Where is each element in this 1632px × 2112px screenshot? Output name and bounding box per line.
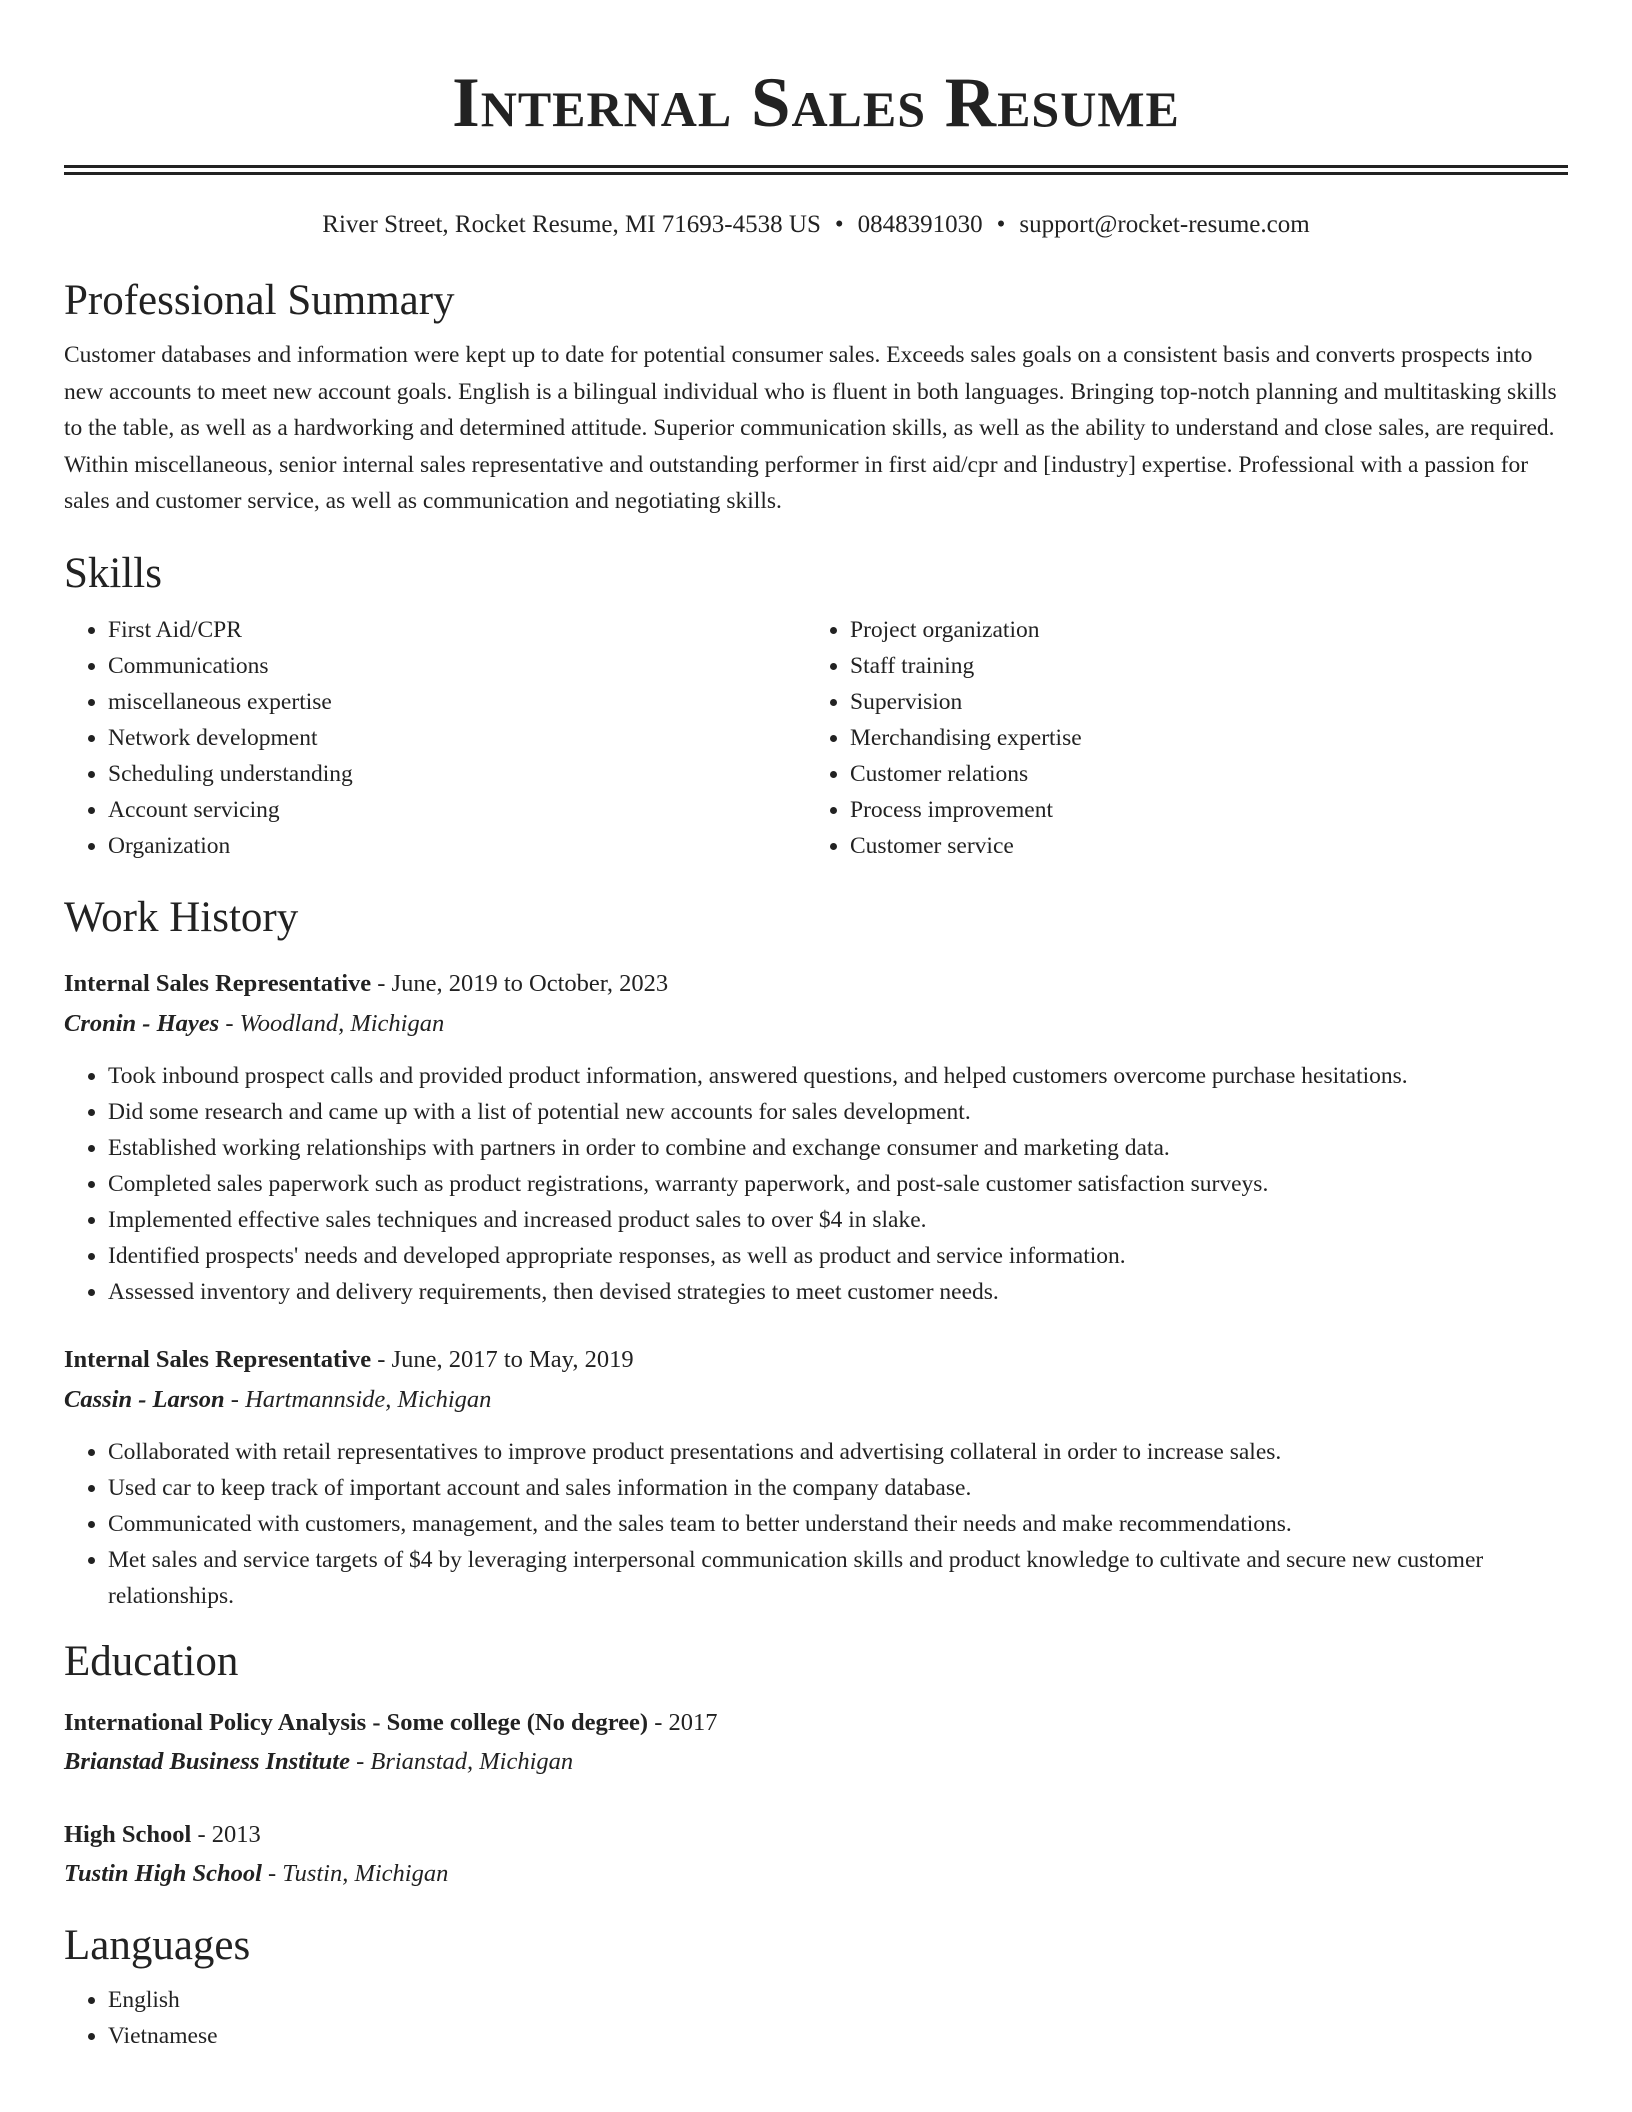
skill-item: • Network development [108, 720, 806, 756]
job-header [64, 1340, 1568, 1380]
job-duty: • Assessed inventory and delivery requirements, then devised strategies to meet customer needs. [108, 1274, 1568, 1310]
education-school: Tustin High School [64, 1859, 262, 1887]
skills-column-right [806, 612, 1548, 864]
contact-address: River Street, Rocket Resume, MI 71693-4538 US [322, 211, 821, 238]
skill-item: • Communications [108, 648, 806, 684]
job-dates: - June, 2017 to May, 2019 [371, 1345, 634, 1373]
languages-heading: Languages [64, 1921, 251, 1969]
job-employer [64, 1380, 1568, 1420]
skill-item: • Supervision [850, 684, 1548, 720]
contact-line [64, 209, 1568, 241]
skills-heading: Skills [64, 549, 162, 597]
education-year: - 2017 [648, 1708, 718, 1736]
job-title: Internal Sales Representative [64, 1345, 372, 1373]
work-history-heading: Work History [64, 893, 299, 941]
job-duty: • Identified prospects' needs and developed appropriate responses, as well as product and service information. [108, 1238, 1568, 1274]
education-school: Brianstad Business Institute [64, 1747, 350, 1775]
education-school-line [64, 1854, 1568, 1894]
summary-text: Customer databases and information were kept up to date for potential consumer sales. Exceeds sales goals on a consistent basis and converts prospects into new accounts to meet new account goals. English is a bilingual individual who is fluent in both languages. Bringing top-notch planning and multitasking skills to the table, as well as a hardworking and determined attitude. Superior communication skills, as well as the ability to understand and close sales, are required. Within miscellaneous, senior internal sales representative and outstanding performer in first aid/cpr and [industry] expertise. Professional with a passion for sales and customer service, as well as communication and negotiating skills. [64, 342, 1557, 514]
education-degree-line [64, 1816, 1568, 1854]
skill-item: • Process improvement [850, 792, 1548, 828]
job-location: - Woodland, Michigan [219, 1009, 445, 1037]
job-duty: • Established working relationships with partners in order to combine and exchange consumer and marketing data. [108, 1130, 1568, 1166]
education-entry [64, 1704, 1568, 1782]
job-company: Cassin - Larson [64, 1385, 225, 1413]
skill-item: • Organization [108, 828, 806, 864]
skill-item: • First Aid/CPR [108, 612, 806, 648]
skills-column-left [64, 612, 806, 864]
job-duty: • Collaborated with retail representatives to improve product presentations and advertising collateral in order to increase sales. [108, 1434, 1568, 1470]
skill-item: • Project organization [850, 612, 1548, 648]
skill-item: • Customer relations [850, 756, 1548, 792]
education-location: - Brianstad, Michigan [349, 1747, 574, 1775]
contact-phone: 0848391030 [857, 211, 983, 238]
summary-heading: Professional Summary [64, 277, 455, 324]
education-location: - Tustin, Michigan [261, 1859, 449, 1887]
job-duties [64, 1058, 1568, 1310]
job-dates: - June, 2019 to October, 2023 [371, 969, 669, 997]
education-degree-line [64, 1704, 1568, 1742]
job-duty: • Used car to keep track of important account and sales information in the company database. [108, 1470, 1568, 1506]
skill-item: • Customer service [850, 828, 1548, 864]
skills-list [64, 612, 1568, 864]
skill-item: • Merchandising expertise [850, 720, 1548, 756]
skill-item: • miscellaneous expertise [108, 684, 806, 720]
language-item: • Vietnamese [108, 2018, 1568, 2054]
skill-item: • Scheduling understanding [108, 756, 806, 792]
job-header [64, 964, 1568, 1004]
education-school-line [64, 1742, 1568, 1782]
education-degree: International Policy Analysis - Some college (No degree) [64, 1708, 649, 1736]
education-entry [64, 1816, 1568, 1894]
job-title: Internal Sales Representative [64, 969, 372, 997]
job-duties [64, 1434, 1568, 1614]
contact-separator: • [996, 211, 1006, 238]
languages-list [64, 1982, 1568, 2054]
job-duty: • Took inbound prospect calls and provided product information, answered questions, and helped customers overcome purchase hesitations. [108, 1058, 1568, 1094]
job-duty: • Completed sales paperwork such as product registrations, warranty paperwork, and post-sale customer satisfaction surveys. [108, 1166, 1568, 1202]
job-company: Cronin - Hayes [64, 1009, 220, 1037]
education-heading: Education [64, 1637, 239, 1685]
contact-email[interactable]: support@rocket-resume.com [1019, 211, 1310, 238]
job-duty: • Met sales and service targets of $4 by leveraging interpersonal communication skills and product knowledge to cultivate and secure new customer relationships. [108, 1542, 1568, 1614]
language-item: • English [108, 1982, 1568, 2018]
skill-item: • Staff training [850, 648, 1548, 684]
contact-separator: • [834, 211, 844, 238]
education-year: - 2013 [191, 1820, 261, 1848]
job-entry [64, 1340, 1568, 1614]
title-divider [64, 165, 1568, 175]
job-employer [64, 1004, 1568, 1044]
job-location: - Hartmannside, Michigan [224, 1385, 492, 1413]
skill-item: • Account servicing [108, 792, 806, 828]
education-degree: High School [64, 1820, 192, 1848]
job-entry [64, 964, 1568, 1310]
job-duty: • Did some research and came up with a list of potential new accounts for sales development. [108, 1094, 1568, 1130]
resume-title: Internal Sales Resume [452, 64, 1180, 142]
job-duty: • Communicated with customers, management, and the sales team to better understand their needs and make recommendations. [108, 1506, 1568, 1542]
job-duty: • Implemented effective sales techniques and increased product sales to over $4 in slake. [108, 1202, 1568, 1238]
